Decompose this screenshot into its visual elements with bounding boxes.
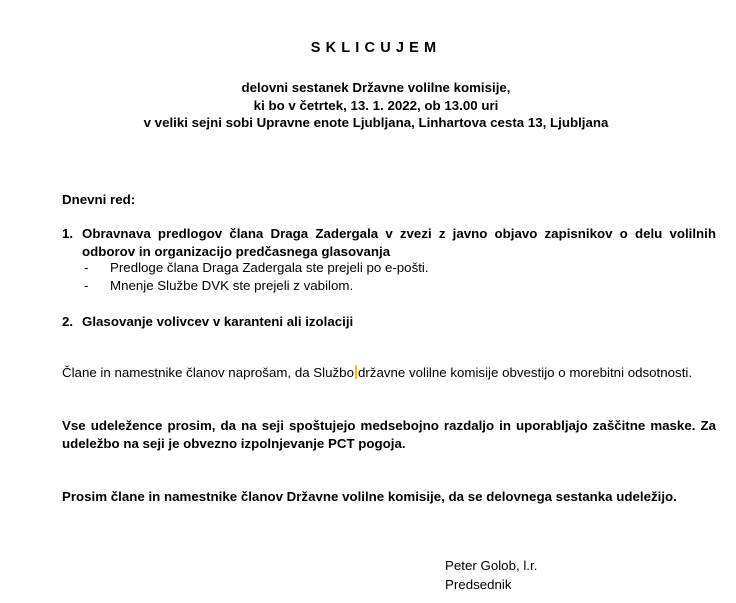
agenda-item <box>62 225 716 260</box>
agenda-item-number: 2. <box>62 314 74 329</box>
agenda-item-text: Glasovanje volivcev v karanteni ali izolaciji <box>82 314 354 329</box>
absence-notice-paragraph <box>62 364 716 382</box>
meeting-details <box>0 79 736 132</box>
agenda-item <box>62 313 716 331</box>
attendance-request-paragraph: Prosim člane in namestnike članov Državne volilne komisije, da se delovnega sestanka udeležijo. <box>62 489 677 504</box>
agenda-sub-item-text: Mnenje Službe DVK ste prejeli z vabilom. <box>110 278 354 293</box>
dash-bullet: - <box>84 260 89 275</box>
meeting-details-line: delovni sestanek Državne volilne komisije, <box>241 80 511 95</box>
agenda-item-text: Obravnava predlogov člana Draga Zadergala v zvezi z javno objavo zapisnikov o delu volilnih odborov in organizacijo predčasnega glasovanja <box>82 226 716 259</box>
signature-block <box>445 556 537 594</box>
signatory-role: Predsednik <box>445 577 512 592</box>
safety-notice-paragraph: Vse udeležence prosim, da na seji spoštujejo medsebojno razdaljo in uporabljajo zaščitne maske. Za udeležbo na seji je obvezno izpolnjevanje PCT pogoja. <box>62 418 716 451</box>
agenda-sub-list <box>84 259 429 295</box>
paragraph-text: Člane in namestnike članov naprošam, da Službo <box>62 365 354 380</box>
agenda-sub-item <box>84 259 429 277</box>
agenda-sub-item <box>84 277 429 295</box>
paragraph-text: državne volilne komisije obvestijo o morebitni odsotnosti. <box>357 365 693 380</box>
agenda-item-number: 1. <box>62 226 74 241</box>
dash-bullet: - <box>84 278 89 293</box>
signatory-name: Peter Golob, l.r. <box>445 558 538 573</box>
meeting-details-line: v veliki sejni sobi Upravne enote Ljubljana, Linhartova cesta 13, Ljubljana <box>143 115 609 130</box>
document-title: SKLICUJEM <box>310 40 442 56</box>
agenda-sub-item-text: Predloge člana Draga Zadergala ste prejeli po e-pošti. <box>110 260 429 275</box>
text-cursor <box>355 365 357 379</box>
agenda-heading: Dnevni red: <box>62 192 136 207</box>
meeting-details-line: ki bo v četrtek, 13. 1. 2022, ob 13.00 uri <box>253 97 499 113</box>
